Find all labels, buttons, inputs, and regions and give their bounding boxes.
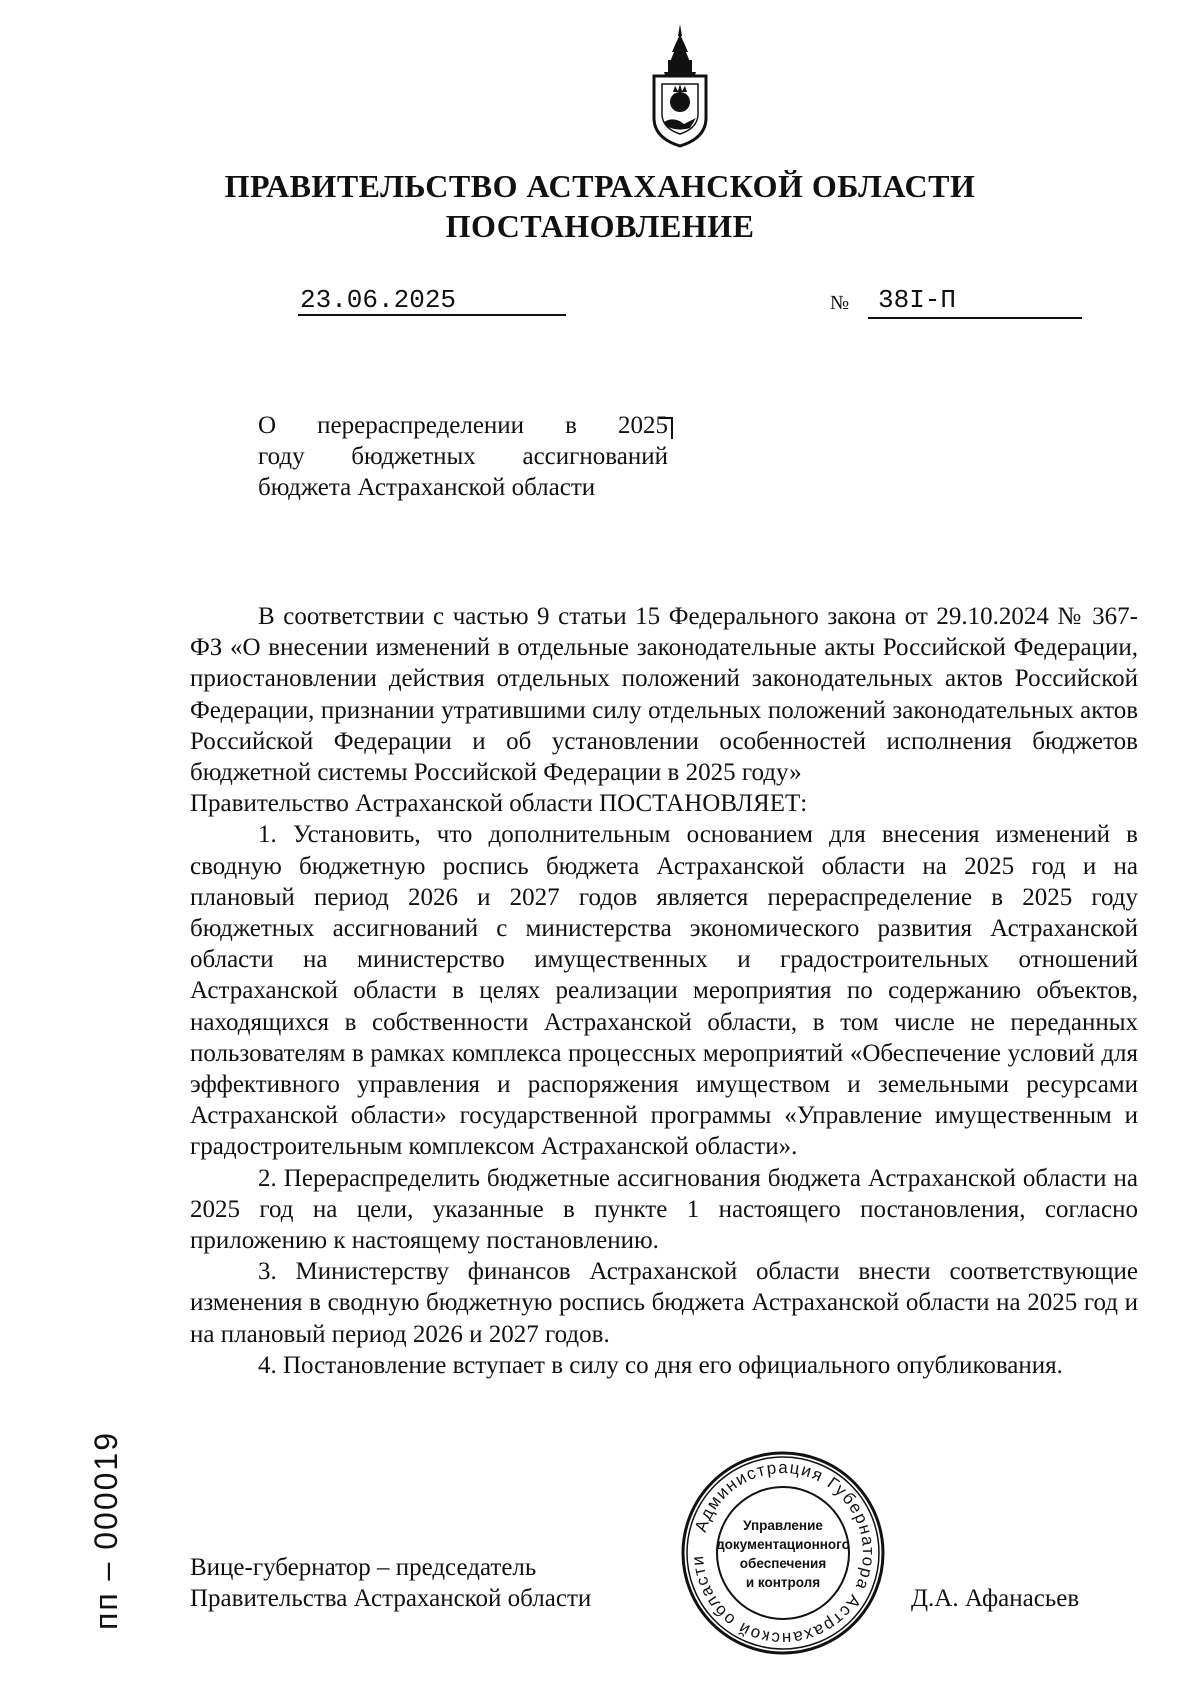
number-underline [868, 317, 1082, 319]
number-sign: № [830, 292, 850, 314]
organization-title: ПРАВИТЕЛЬСТВО АСТРАХАНСКОЙ ОБЛАСТИ [224, 168, 976, 204]
decree-line: Правительство Астраханской области ПОСТАНОВЛЯЕТ: [190, 790, 808, 818]
signer-name: Д.А. Афанасьев [911, 1585, 1080, 1612]
document-subject [258, 410, 668, 503]
document-date: 23.06.2025 [300, 285, 457, 315]
stamp-ring-text: Администрация Губернатора Астраханской области [687, 1457, 879, 1649]
coat-of-arms-emblem [644, 22, 716, 150]
official-stamp [680, 1450, 886, 1656]
side-registration-code: пп – 000019 [88, 1430, 124, 1630]
signer-position [190, 1552, 591, 1614]
date-underline [298, 314, 566, 316]
item-paragraph-4: 4. Постановление вступает в силу со дня его официального опубликования. [258, 1351, 1063, 1379]
subject-line: бюджета Астраханской области [258, 474, 596, 501]
stamp-center-line: Управление [743, 1518, 823, 1533]
signer-position-line: Вице-губернатор – председатель [190, 1554, 537, 1581]
document-number: 38I-П [878, 285, 957, 315]
subject-corner-mark [659, 417, 673, 439]
subject-line: О перераспределении в 2025 [258, 412, 668, 439]
stamp-center-line: и контроля [745, 1575, 821, 1590]
item-paragraph-2: 2. Перераспределить бюджетные ассигнования бюджета Астраханской области на 2025 год на цели, указанные в пункте 1 настоящего постановления, согласно приложению к настоящему постановлению. [190, 1164, 1138, 1255]
document-type-title: ПОСТАНОВЛЕНИЕ [445, 208, 755, 244]
signer-position-line: Правительства Астраханской области [190, 1585, 592, 1612]
item-paragraph-1: 1. Установить, что дополнительным основанием для внесения изменений в сводную бюджетную роспись бюджета Астраханской области на 2025 год и на плановый период 2026 и 2027 годов является перераспределение в 2025 году бюджетных ассигнований с министерства экономического развития Астраханской области на министерство имущественных и градостроительных отношений Астраханской области в целях реализации мероприятия по содержанию объектов, находящихся в собственности Астраханской области, в том числе не переданных пользователям в рамках комплекса процессных мероприятий «Обеспечение условий для эффективного управления и распоряжения имуществом и земельными ресурсами Астраханской области» государственной программы «Управление имущественным и градостроительным комплексом Астраханской области». [190, 821, 1138, 1161]
item-paragraph-3: 3. Министерству финансов Астраханской области внести соответствующие изменения в сводную бюджетную роспись бюджета Астраханской области на 2025 год и на плановый период 2026 и 2027 годов. [190, 1258, 1138, 1348]
subject-line: году бюджетных ассигнований [258, 443, 668, 470]
stamp-center-line: документационного [716, 1537, 850, 1552]
preamble-paragraph: В соответствии с частью 9 статьи 15 Федерального закона от 29.10.2024 № 367-ФЗ «О внесении изменений в отдельные законодательные акты Российской Федерации, приостановлении действия отдельных положений законодательных актов Российской Федерации, признании утратившими силу отдельных положений законодательных актов Российской Федерации и об установлении особенностей исполнения бюджетов бюджетной системы Российской Федерации в 2025 году» [190, 603, 1138, 787]
document-body [190, 601, 1138, 1381]
stamp-center-line: обеспечения [739, 1556, 827, 1571]
